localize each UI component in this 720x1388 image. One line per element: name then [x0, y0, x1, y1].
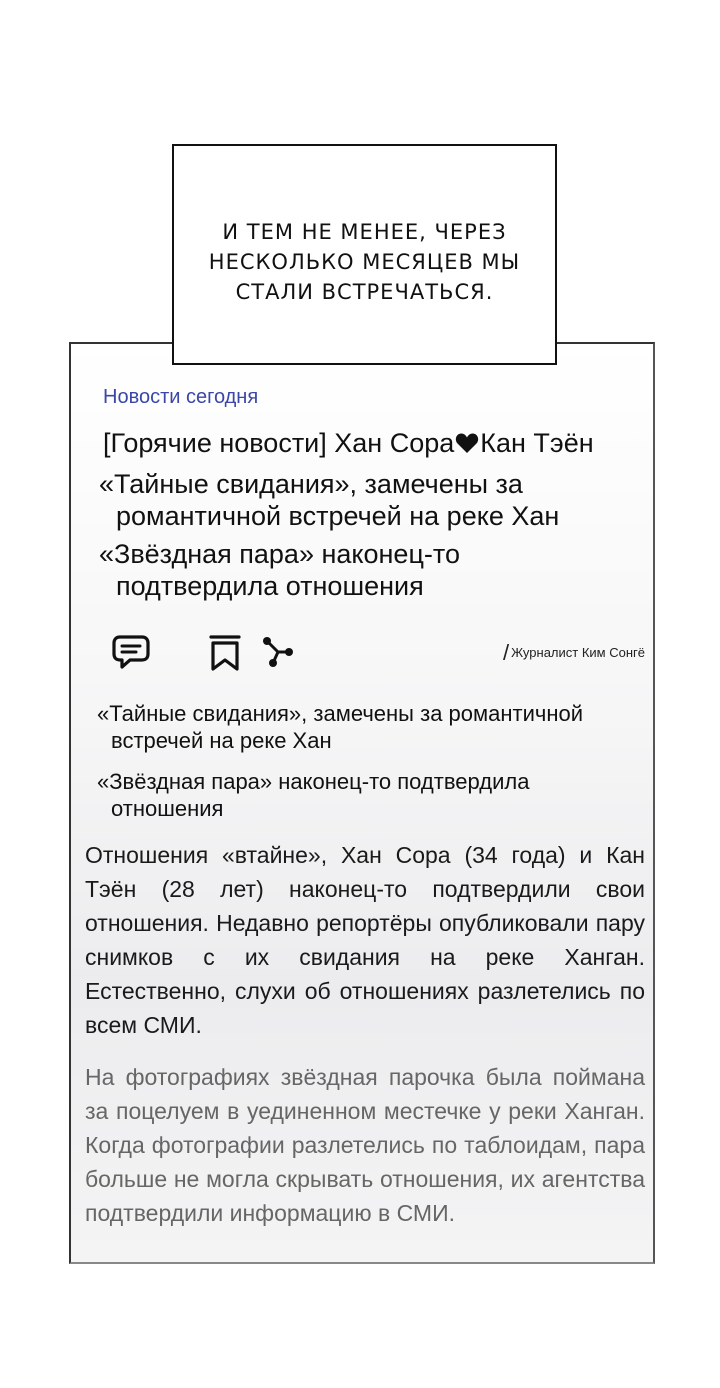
lead-1-line-1: «Тайные свидания», замечены за романтичной: [97, 701, 584, 726]
news-article-card: [69, 342, 655, 1264]
article-headline: [103, 428, 594, 459]
news-source-link[interactable]: Новости сегодня: [103, 386, 259, 408]
subheadline-1-line-1: «Тайные свидания», замечены за: [99, 469, 523, 499]
headline-part-2: Кан Тэён: [480, 428, 594, 458]
narration-box: [172, 144, 557, 365]
bookmark-icon[interactable]: [209, 634, 241, 672]
article-lead-2: [97, 768, 529, 822]
article-lead-1: [97, 700, 583, 754]
author-name: Журналист Ким Сонгё: [511, 645, 645, 660]
lead-2-line-1: «Звёздная пара» наконец-то подтвердила: [97, 769, 530, 794]
article-paragraph-1: Отношения «втайне», Хан Сора (34 года) и Кан Тэён (28 лет) наконец-то подтвердили свои отношения. Недавно репортёры опубликовали пару снимков с их свидания на реке Ханган. Естественно, слухи об отношениях разлетелись по всем СМИ.: [85, 842, 645, 1038]
subheadline-2-line-1: «Звёздная пара» наконец-то: [99, 539, 460, 569]
comment-icon[interactable]: [111, 634, 151, 670]
heart-icon: [455, 432, 479, 454]
narration-line-3: СТАЛИ ВСТРЕЧАТЬСЯ.: [235, 279, 494, 304]
narration-line-1: И ТЕМ НЕ МЕНЕЕ, ЧЕРЕЗ: [222, 219, 507, 244]
headline-part-1: [Горячие новости] Хан Сора: [103, 428, 455, 458]
subheadline-1-line-2: романтичной встречей на реке Хан: [116, 501, 560, 531]
lead-2-line-2: отношения: [111, 796, 224, 821]
narration-line-2: НЕСКОЛЬКО МЕСЯЦЕВ МЫ: [208, 249, 521, 274]
author-slash: /: [502, 640, 510, 665]
article-paragraph-2: На фотографиях звёздная парочка была поймана за поцелуем в уединенном местечке у реки Ханган. Когда фотографии разлетелись по таблоидам, пара больше не могла скрывать отношения, их агентства подтвердили информацию в СМИ.: [85, 1064, 645, 1226]
narration-text: [209, 217, 520, 307]
article-author: [503, 640, 645, 666]
lead-1-line-2: встречей на реке Хан: [111, 728, 332, 753]
article-subheadline-2: [99, 538, 460, 602]
share-icon[interactable]: [261, 636, 295, 668]
subheadline-2-line-2: подтвердила отношения: [116, 571, 424, 601]
article-subheadline-1: [99, 468, 559, 532]
